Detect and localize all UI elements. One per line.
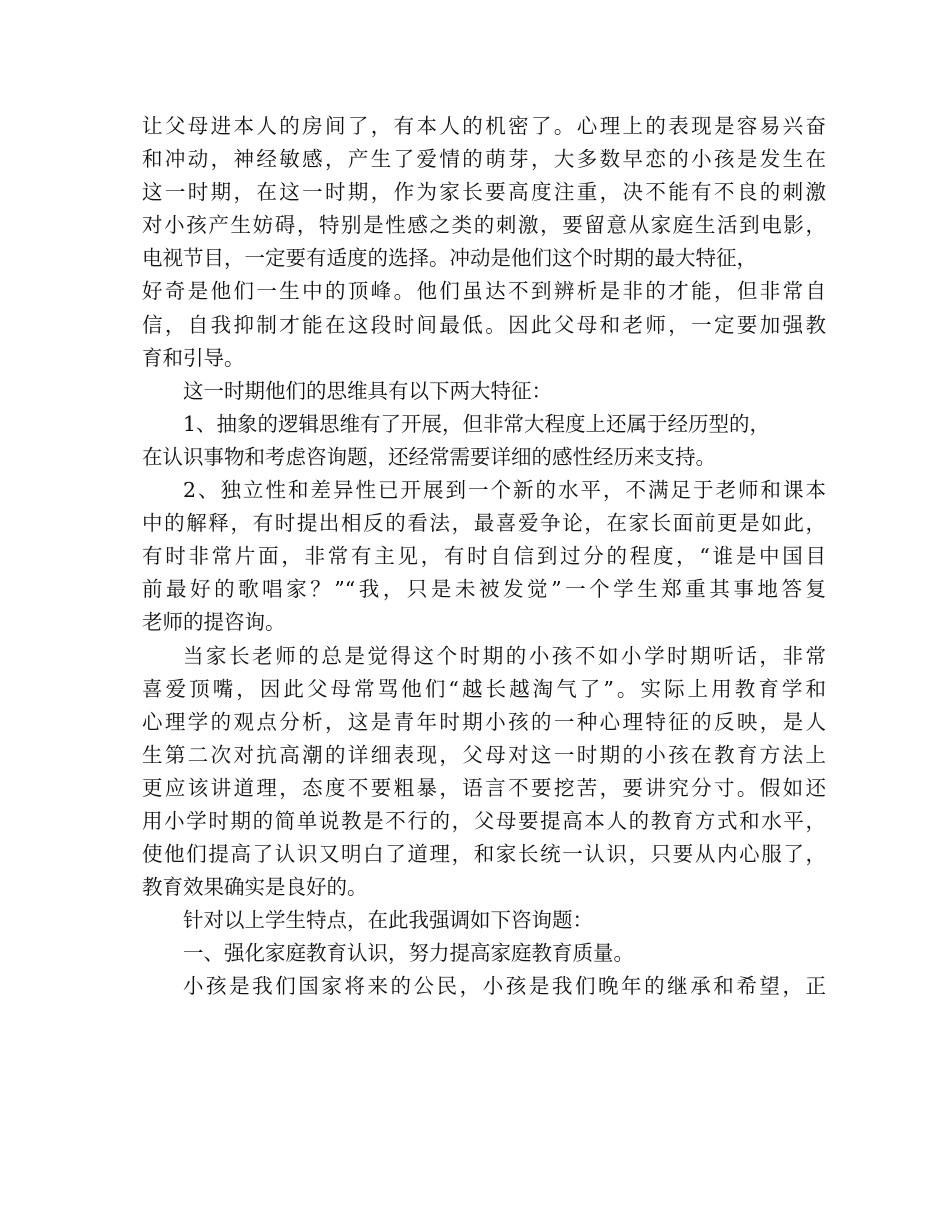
- text-line-9: 这一时期他们的思维具有以下两大特征：: [183, 378, 552, 403]
- text-line-7: 信，自我抑制才能在这段时间最低。因此父母和老师，一定要加强教: [142, 312, 826, 337]
- text-line-15: 前最好的歌唱家？”“我，只是未被发觉”一个学生郑重其事地答复: [142, 577, 826, 602]
- text-line-3: 这一时期，在这一时期，作为家长要高度注重，决不能有不良的刺激: [142, 180, 826, 205]
- text-line-25: 针对以上学生特点，在此我强调如下咨询题：: [183, 908, 593, 933]
- text-line-12: 2、独立性和差异性已开展到一个新的水平，不满足于老师和课本: [183, 478, 826, 503]
- text-line-14: 有时非常片面，非常有主见，有时自信到过分的程度，“谁是中国目: [142, 544, 826, 569]
- text-line-4: 对小孩产生妨碍，特别是性感之类的刺激，要留意从家庭生活到电影，: [142, 213, 826, 238]
- text-line-1: 让父母进本人的房间了，有本人的机密了。心理上的表现是容易兴奋: [142, 114, 826, 138]
- text-line-6: 好奇是他们一生中的顶峰。他们虽达不到辨析是非的才能，但非常自: [142, 279, 826, 304]
- text-line-10: 1、抽象的逻辑思维有了开展，但非常大程度上还属于经历型的，: [183, 411, 771, 436]
- text-line-18: 喜爱顶嘴，因此父母常骂他们“越长越淘气了”。实际上用教育学和: [142, 676, 826, 701]
- text-line-21: 更应该讲道理，态度不要粗暴，语言不要挖苦，要讲究分寸。假如还: [142, 775, 826, 800]
- text-line-16: 老师的提咨询。: [142, 610, 286, 635]
- text-line-22: 用小学时期的简单说教是不行的，父母要提高本人的教育方式和水平，: [142, 808, 826, 833]
- text-line-17: 当家长老师的总是觉得这个时期的小孩不如小学时期听话，非常: [183, 643, 826, 668]
- body-text: [142, 110, 826, 1004]
- text-line-20: 生第二次对抗高潮的详细表现，父母对这一时期的小孩在教育方法上: [142, 742, 826, 767]
- text-line-26: 一、强化家庭教育认识，努力提高家庭教育质量。: [183, 941, 634, 966]
- text-line-13: 中的解释，有时提出相反的看法，最喜爱争论，在家长面前更是如此，: [142, 511, 826, 536]
- text-line-2: 和冲动，神经敏感，产生了爱情的萌芽，大多数早恋的小孩是发生在: [142, 147, 826, 172]
- text-line-8: 育和引导。: [142, 345, 245, 370]
- text-line-11: 在认识事物和考虑咨询题，还经常需要详细的感性经历来支持。: [142, 444, 716, 469]
- text-line-23: 使他们提高了认识又明白了道理，和家长统一认识，只要从内心服了，: [142, 842, 826, 867]
- text-line-24: 教育效果确实是良好的。: [142, 875, 368, 900]
- text-line-27: 小孩是我们国家将来的公民，小孩是我们晚年的继承和希望，正: [183, 974, 826, 999]
- text-line-19: 心理学的观点分析，这是青年时期小孩的一种心理特征的反映，是人: [142, 709, 826, 734]
- text-line-5: 电视节目，一定要有适度的选择。冲动是他们这个时期的最大特征，: [142, 246, 757, 271]
